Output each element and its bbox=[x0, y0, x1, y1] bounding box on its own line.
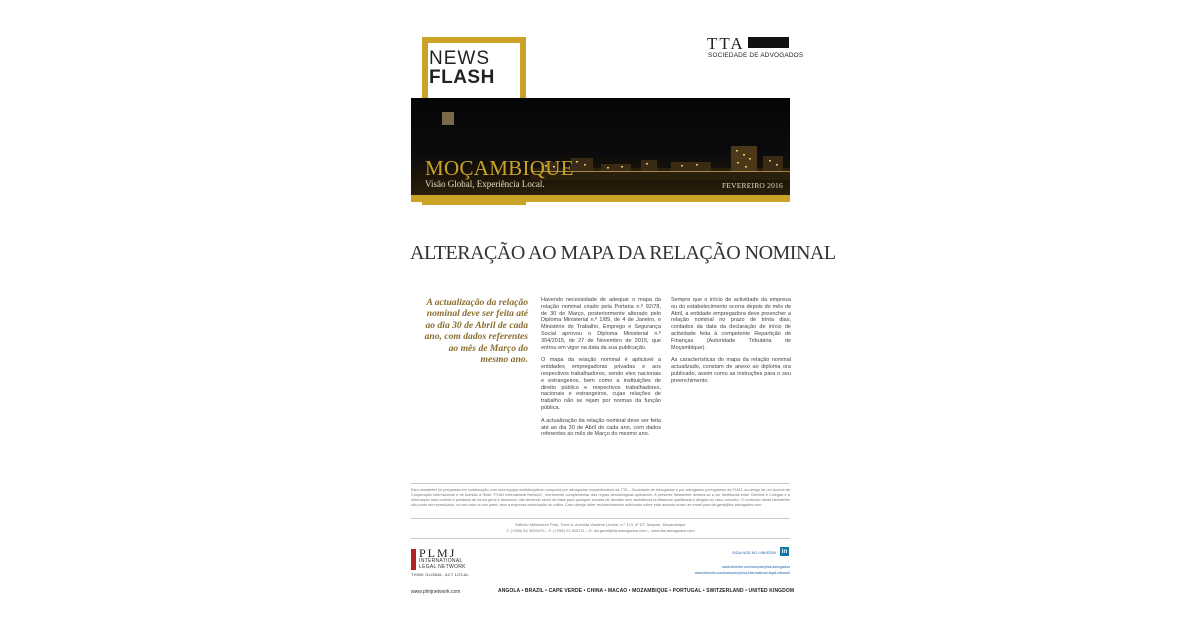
linkedin-link[interactable]: www.linkedin.com/company/plmj-international-legal-network bbox=[694, 571, 790, 575]
article-column-1 bbox=[541, 297, 661, 444]
plmj-logo: PLMJ bbox=[419, 546, 457, 560]
paragraph: A actualização da relação nominal deve ser feita até ao dia 30 de Abril de cada ano, com dados referentes ao mês de Março do mesmo ano. bbox=[541, 417, 661, 438]
paragraph: Havendo necessidade de adequar o mapa da relação nominal criado pela Portaria n.º 92/78, de 30 de Março, posteriormente alterado pelo Diploma Ministerial n.º 1/89, de 4 de Janeiro, o Ministério do Trabalho, Emprego e Segurança Social aprovou o Diploma Ministerial n.º 304/2015, de 27 de Novembro de 2015, que entrou em vigor na data da sua publicação. bbox=[541, 297, 661, 351]
linkedin-follow-label[interactable]: SIGA-NOS NO LINKEDIN bbox=[732, 551, 776, 555]
linkedin-link[interactable]: www.linkedin.com/company/tta-advogados bbox=[722, 565, 790, 569]
divider bbox=[411, 518, 790, 519]
disclaimer: Esta newsletter foi preparada em colaboração com uma equipa multidisciplinar composta por advogados moçambicanos da TTA – Sociedade de Advogados e por advogados portugueses da PLMJ, ao abrigo de um Acordo de Cooperação Internacional e de Adesão à Rede "PLMJ International Network", meramente complementar das regras deontológicas aplicáveis. A presente Newsletter destina-se a ser distribuída entre Clientes e Colegas e a informação nela contida é prestada de forma geral e abstracta, não devendo servir de base para qualquer tomada de decisão sem assistência profissional qualificada e dirigida ao caso concreto. O conteúdo desta Newsletter não pode ser reproduzido, no seu todo ou em parte, sem a expressa autorização do editor. Caso deseje obter esclarecimentos adicionais sobre este assunto envie um email para tta.geral@tta-advogados.com. bbox=[411, 488, 790, 507]
banner-square bbox=[442, 112, 454, 125]
article-headline: ALTERAÇÃO AO MAPA DA RELAÇÃO NOMINAL bbox=[410, 242, 836, 264]
tta-logo: TTA bbox=[707, 34, 745, 53]
linkedin-icon[interactable]: in bbox=[781, 548, 788, 555]
pull-quote: A actualização da relação nominal deve ser feita até ao dia 30 de Abril de cada ano, com dados referentes ao mês de Março do mesmo ano. bbox=[424, 297, 528, 366]
issue-date: FEVEREIRO 2016 bbox=[722, 181, 783, 190]
news-label: NEWS bbox=[429, 48, 490, 69]
linkedin-links bbox=[660, 564, 790, 576]
flash-label: FLASH bbox=[429, 67, 495, 88]
tta-logo-bar bbox=[748, 37, 789, 48]
address-line: Edifício Millennium Park, Torre A, Avenida Vladimir Lenine, n.º 174, 6º DT, Maputo, Moçambique bbox=[515, 522, 686, 527]
plmj-subtitle-line: INTERNATIONAL bbox=[419, 558, 463, 564]
network-countries: ANGOLA • BRAZIL • CAPE VERDE • CHINA • MACAO • MOZAMBIQUE • PORTUGAL • SWITZERLAND • UNITED KINGDOM bbox=[498, 588, 795, 594]
plmj-subtitle-line: LEGAL NETWORK bbox=[419, 563, 466, 570]
divider bbox=[411, 538, 790, 539]
address bbox=[411, 522, 790, 534]
plmj-website-link[interactable]: www.plmjnetwork.com bbox=[411, 589, 461, 595]
gold-strip bbox=[411, 195, 790, 202]
plmj-tagline: THINK GLOBAL, ACT LOCAL bbox=[411, 572, 469, 577]
plmj-logo-mark bbox=[411, 549, 416, 570]
contact-line: T. (+258) 84 3004479 – F. (+258) 21 303721 – E. tta.geral@tta-advogados.com – www.tta-advogados.com bbox=[506, 528, 695, 533]
article-column-2 bbox=[671, 297, 791, 391]
divider bbox=[411, 483, 790, 484]
tagline: Visão Global, Experiência Local. bbox=[425, 179, 545, 189]
paragraph: Sempre que o início de actividade da empresa ou do estabelecimento ocorra depois do mês de Abril, a entidade empregadora deve preencher a relação nominal no prazo de trinta dias, contados da data da declaração de início de actividade feita à competente Repartição de Finanças (Autoridade Tributária de Moçambique). bbox=[671, 297, 791, 351]
paragraph: O mapa da relação nominal é aplicável a entidades empregadoras privadas e aos respectivos trabalhadores, sendo eles nacionais e estrangeiros, bem como a instituições de direito público e respectivos trabalhadores, nacionais e estrangeiros, cujas relações de trabalho não se rejam por normas da função pública. bbox=[541, 357, 661, 411]
paragraph: As características do mapa da relação nominal actualizado, constam de anexo ao diploma ora publicado, assim como as instruções para o seu preenchimento. bbox=[671, 357, 791, 384]
tta-subtitle: SOCIEDADE DE ADVOGADOS bbox=[708, 52, 804, 59]
plmj-subtitle bbox=[419, 559, 466, 570]
country-title: MOÇAMBIQUE bbox=[425, 156, 574, 180]
